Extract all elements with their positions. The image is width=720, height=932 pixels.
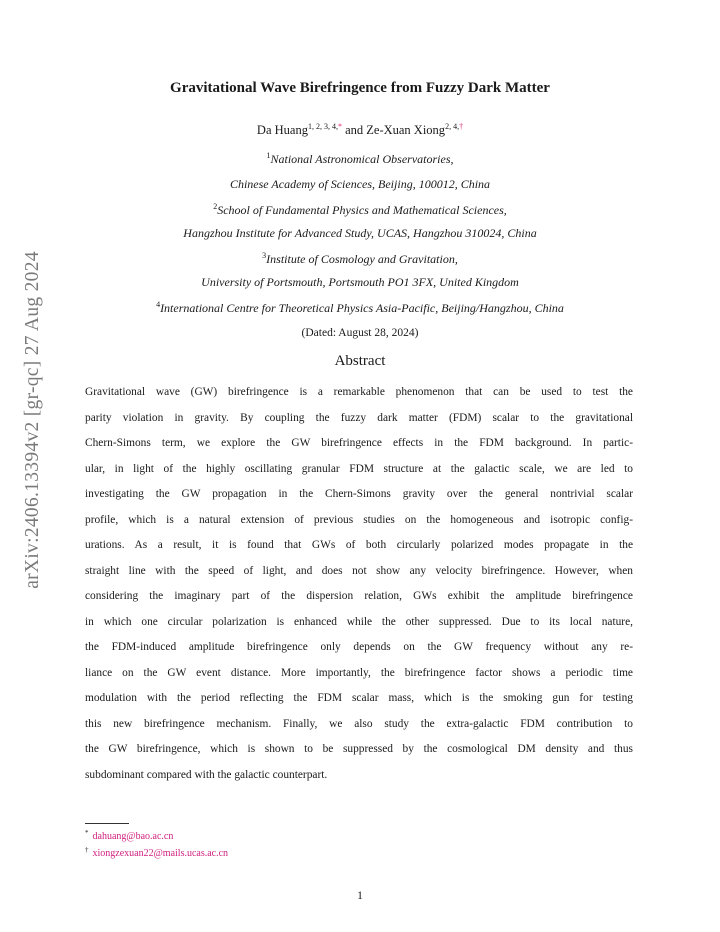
arxiv-identifier-stamp: arXiv:2406.13394v2 [gr-qc] 27 Aug 2024 xyxy=(22,251,43,589)
footnote-mark: † xyxy=(85,846,89,854)
affiliation-2-line2: Hangzhou Institute for Advanced Study, UCAS, Hangzhou 310024, China xyxy=(183,226,537,240)
dated-line: (Dated: August 28, 2024) xyxy=(301,327,419,339)
author-name: Da Huang xyxy=(256,123,308,137)
author-conjunction: and xyxy=(345,123,364,137)
footnote-divider xyxy=(85,823,129,824)
email-link[interactable]: xiongzexuan22@mails.ucas.ac.cn xyxy=(92,848,229,859)
affiliation-3-line2: University of Portsmouth, Portsmouth PO1 3FX, United Kingdom xyxy=(201,275,519,289)
abstract-line: subdominant compared with the galactic counterpart. xyxy=(85,768,328,781)
abstract-line: in which one circular polarization is enhanced while the other suppressed. Due to its local nature, xyxy=(85,615,633,628)
affiliation-2-line1: $^2$School of Fundamental Physics and Mathematical Sciences, xyxy=(213,202,507,217)
email-link[interactable]: dahuang@bao.ac.cn xyxy=(92,831,174,842)
page-number: 1 xyxy=(357,888,363,902)
abstract-line: the FDM-induced amplitude birefringence only depends on the GW frequency without any re- xyxy=(85,641,633,653)
author-affiliation-numbers: 1, 2, 3, 4,* xyxy=(307,122,342,131)
abstract-line: urations. As a result, it is found that GWs of both circularly polarized modes propagate in the xyxy=(85,539,633,551)
abstract-line: parity violation in gravity. By coupling the fuzzy dark matter (FDM) scalar to the gravitational xyxy=(85,411,633,424)
author-line xyxy=(0,122,720,138)
author-name: Ze-Xuan Xiong xyxy=(366,123,446,137)
footnote-2 xyxy=(85,846,228,859)
affiliation-4-line1: $^4$International Centre for Theoretical Physics Asia-Pacific, Beijing/Hangzhou, China xyxy=(156,300,564,315)
abstract-heading: Abstract xyxy=(334,353,386,369)
abstract-line: profile, which is a natural extension of previous studies on the homogeneous and isotropic config- xyxy=(85,513,633,526)
footnote-mark: * xyxy=(85,829,89,837)
abstract-line: considering the imaginary part of the dispersion relation, GWs exhibit the amplitude birefringence xyxy=(85,590,633,602)
abstract-line: Gravitational wave (GW) birefringence is a remarkable phenomenon that can be used to test the xyxy=(85,386,633,398)
footnote-1 xyxy=(85,829,173,842)
abstract-line: Chern-Simons term, we explore the GW birefringence effects in the FDM background. In partic- xyxy=(85,437,633,449)
abstract-line: this new birefringence mechanism. Finally, we also study the extra-galactic FDM contribution to xyxy=(85,717,633,730)
abstract-line: the GW birefringence, which is shown to be suppressed by the cosmological DM density and thus xyxy=(85,743,633,755)
abstract-line: modulation with the period reflecting the FDM scalar mass, which is the smoking gun for testing xyxy=(85,692,633,704)
abstract-line: liance on the GW event distance. More importantly, the birefringence factor shows a periodic time xyxy=(85,666,633,679)
abstract-line: ular, in light of the highly oscillating granular FDM structure at the galactic scale, we are led to xyxy=(85,462,633,475)
abstract-body xyxy=(85,380,633,788)
paper-title: Gravitational Wave Birefringence from Fuzzy Dark Matter xyxy=(170,80,550,96)
abstract-line: investigating the GW propagation in the Chern-Simons gravity over the general nontrivial scalar xyxy=(85,488,633,500)
corresponding-mark[interactable]: * xyxy=(337,122,342,131)
author-affiliation-numbers: 2, 4,† xyxy=(445,122,464,131)
affiliation-1-line2: Chinese Academy of Sciences, Beijing, 100012, China xyxy=(229,177,491,191)
affiliation-1-line1: $^1$National Astronomical Observatories, xyxy=(266,151,454,166)
affiliation-3-line1: $^3$Institute of Cosmology and Gravitation, xyxy=(262,251,458,266)
abstract-line: straight line with the speed of light, and does not show any velocity birefringence. However, when xyxy=(85,564,633,577)
corresponding-mark[interactable]: † xyxy=(459,122,464,131)
